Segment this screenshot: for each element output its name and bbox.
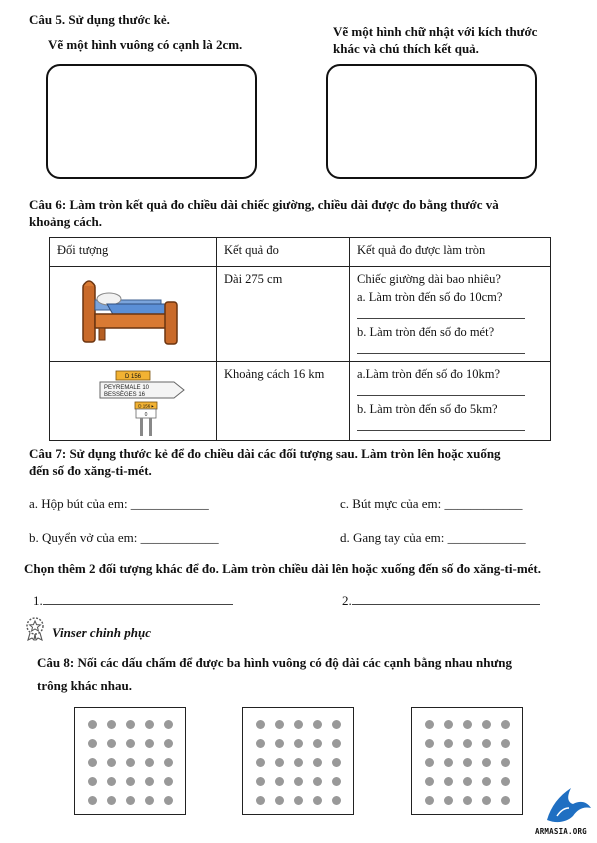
grid-dot[interactable]	[107, 720, 116, 729]
grid-dot[interactable]	[313, 758, 322, 767]
q7-title-line2: đến số đo xăng-ti-mét.	[29, 463, 152, 478]
sign-question-a: a.Làm tròn đến số đo 10km?	[357, 367, 501, 381]
grid-dot[interactable]	[107, 758, 116, 767]
grid-dot[interactable]	[256, 758, 265, 767]
grid-dot[interactable]	[126, 758, 135, 767]
q7-item-b[interactable]: b. Quyển vở của em: ____________	[29, 530, 219, 545]
grid-dot[interactable]	[294, 758, 303, 767]
dot-grid-2[interactable]	[242, 707, 354, 815]
grid-dot[interactable]	[313, 777, 322, 786]
grid-dot[interactable]	[88, 777, 97, 786]
q6-title-line1: Câu 6: Làm tròn kết quả đo chiều dài chiếc giường, chiều dài được đo bằng thước và	[29, 197, 499, 212]
sign-small-text: D 156 ▸	[138, 403, 154, 409]
grid-dot[interactable]	[294, 720, 303, 729]
grid-dot[interactable]	[501, 739, 510, 748]
q7-item-a[interactable]: a. Hộp bút của em: ____________	[29, 496, 209, 511]
award-medal-icon	[24, 617, 46, 641]
grid-dot[interactable]	[126, 739, 135, 748]
extra-item-2-number: 2.	[342, 593, 352, 608]
grid-dot[interactable]	[107, 796, 116, 805]
q5-title: Câu 5. Sử dụng thước kẻ.	[29, 12, 170, 27]
grid-dot[interactable]	[463, 758, 472, 767]
grid-dot[interactable]	[256, 777, 265, 786]
grid-dot[interactable]	[313, 796, 322, 805]
q7-item-c[interactable]: c. Bút mực của em: ____________	[340, 496, 523, 511]
grid-dot[interactable]	[425, 758, 434, 767]
grid-dot[interactable]	[482, 796, 491, 805]
challenge-label: Vinser chinh phục	[52, 625, 151, 640]
q8-title-line1: Câu 8: Nối các dấu chấm để được ba hình vuông có độ dài các cạnh bằng nhau nhưng	[37, 655, 513, 670]
grid-dot[interactable]	[425, 739, 434, 748]
square-drawing-box[interactable]	[46, 64, 257, 179]
grid-dot[interactable]	[294, 796, 303, 805]
grid-dot[interactable]	[332, 777, 341, 786]
grid-dot[interactable]	[256, 739, 265, 748]
grid-dot[interactable]	[275, 720, 284, 729]
table-row	[50, 362, 551, 441]
table-header-row	[50, 238, 551, 267]
grid-dot[interactable]	[294, 777, 303, 786]
bed-question: Chiếc giường dài bao nhiêu?	[357, 272, 501, 286]
q5-task-left: Vẽ một hình vuông có cạnh là 2cm.	[48, 37, 243, 52]
grid-dot[interactable]	[332, 739, 341, 748]
sign-question-b: b. Làm tròn đến số đo 5km?	[357, 402, 498, 416]
bed-icon	[77, 274, 187, 346]
rectangle-drawing-box[interactable]	[326, 64, 537, 179]
grid-dot[interactable]	[145, 777, 154, 786]
header-measure: Kết quả đo	[217, 238, 350, 267]
bed-rounding	[350, 267, 551, 362]
bed-question-b: b. Làm tròn đến số đo mét?	[357, 325, 495, 339]
grid-dot[interactable]	[126, 777, 135, 786]
grid-dot[interactable]	[482, 777, 491, 786]
grid-dot[interactable]	[463, 796, 472, 805]
grid-dot[interactable]	[444, 796, 453, 805]
table-row	[50, 267, 551, 362]
q8-title-line2: trông khác nhau.	[37, 678, 132, 693]
grid-dot[interactable]	[332, 796, 341, 805]
grid-dot[interactable]	[256, 720, 265, 729]
grid-dot[interactable]	[332, 758, 341, 767]
grid-dot[interactable]	[501, 796, 510, 805]
grid-dot[interactable]	[126, 720, 135, 729]
q7-item-d[interactable]: d. Gang tay của em: ____________	[340, 530, 526, 545]
grid-dot[interactable]	[425, 796, 434, 805]
rounding-table	[49, 237, 551, 441]
extra-item-1-number: 1.	[33, 593, 43, 608]
grid-dot[interactable]	[145, 720, 154, 729]
sign-line2-text: BESSÈGES 16	[104, 392, 146, 398]
grid-dot[interactable]	[145, 796, 154, 805]
grid-dot[interactable]	[164, 720, 173, 729]
armasia-logo-icon	[537, 782, 593, 828]
extra-answer-line-2[interactable]	[352, 592, 540, 605]
grid-dot[interactable]	[145, 739, 154, 748]
grid-dot[interactable]	[88, 739, 97, 748]
grid-dot[interactable]	[256, 796, 265, 805]
grid-dot[interactable]	[332, 720, 341, 729]
grid-dot[interactable]	[275, 739, 284, 748]
bed-question-a: a. Làm tròn đến số đo 10cm?	[357, 290, 503, 304]
answer-line-sign-a[interactable]	[357, 383, 525, 396]
grid-dot[interactable]	[501, 758, 510, 767]
bed-measure: Dài 275 cm	[217, 267, 350, 362]
grid-dot[interactable]	[164, 758, 173, 767]
grid-dot[interactable]	[88, 758, 97, 767]
sign-line1-text: PEYREMALE 10	[104, 385, 150, 391]
answer-line-bed-b[interactable]	[357, 341, 525, 354]
sign-rounding	[350, 362, 551, 441]
dot-grid-1[interactable]	[74, 707, 186, 815]
grid-dot[interactable]	[88, 796, 97, 805]
q5-task-right-line1: Vẽ một hình chữ nhật với kích thước	[333, 24, 538, 39]
header-rounded: Kết quả đo được làm tròn	[350, 238, 551, 267]
grid-dot[interactable]	[107, 739, 116, 748]
grid-dot[interactable]	[126, 796, 135, 805]
sign-top-text: D 156	[124, 374, 142, 380]
grid-dot[interactable]	[501, 720, 510, 729]
grid-dot[interactable]	[107, 777, 116, 786]
grid-dot[interactable]	[164, 739, 173, 748]
grid-dot[interactable]	[425, 777, 434, 786]
answer-line-sign-b[interactable]	[357, 418, 525, 431]
grid-dot[interactable]	[482, 758, 491, 767]
sign-tiny-text: 0	[144, 412, 148, 418]
grid-dot[interactable]	[444, 720, 453, 729]
grid-dot[interactable]	[501, 777, 510, 786]
grid-dot[interactable]	[482, 739, 491, 748]
q7-title-line1: Câu 7: Sử dụng thước kẻ để đo chiều dài các đối tượng sau. Làm tròn lên hoặc xuống	[29, 446, 501, 461]
grid-dot[interactable]	[444, 739, 453, 748]
logo-text: ARMASIA.ORG	[535, 827, 587, 836]
extra-item-2[interactable]	[342, 592, 540, 609]
grid-dot[interactable]	[482, 720, 491, 729]
bed-cell	[50, 267, 217, 362]
grid-dot[interactable]	[164, 796, 173, 805]
extra-title: Chọn thêm 2 đối tượng khác để đo. Làm tròn chiều dài lên hoặc xuống đến số đo xăng-ti-mét.	[24, 561, 541, 576]
grid-dot[interactable]	[164, 777, 173, 786]
extra-item-1[interactable]	[33, 592, 233, 609]
q6-title-line2: khoảng cách.	[29, 214, 102, 229]
grid-dot[interactable]	[463, 777, 472, 786]
grid-dot[interactable]	[275, 796, 284, 805]
extra-answer-line-1[interactable]	[43, 592, 233, 605]
grid-dot[interactable]	[275, 758, 284, 767]
sign-measure: Khoảng cách 16 km	[217, 362, 350, 441]
grid-dot[interactable]	[313, 739, 322, 748]
road-sign-icon	[98, 370, 194, 438]
answer-line-bed-a[interactable]	[357, 306, 525, 319]
grid-dot[interactable]	[444, 758, 453, 767]
sign-cell	[50, 362, 217, 441]
grid-dot[interactable]	[145, 758, 154, 767]
q5-task-right-line2: khác và chú thích kết quả.	[333, 41, 479, 56]
grid-dot[interactable]	[88, 720, 97, 729]
grid-dot[interactable]	[444, 777, 453, 786]
header-object: Đối tượng	[50, 238, 217, 267]
grid-dot[interactable]	[313, 720, 322, 729]
grid-dot[interactable]	[425, 720, 434, 729]
grid-dot[interactable]	[275, 777, 284, 786]
grid-dot[interactable]	[294, 739, 303, 748]
grid-dot[interactable]	[463, 720, 472, 729]
grid-dot[interactable]	[463, 739, 472, 748]
dot-grid-3[interactable]	[411, 707, 523, 815]
